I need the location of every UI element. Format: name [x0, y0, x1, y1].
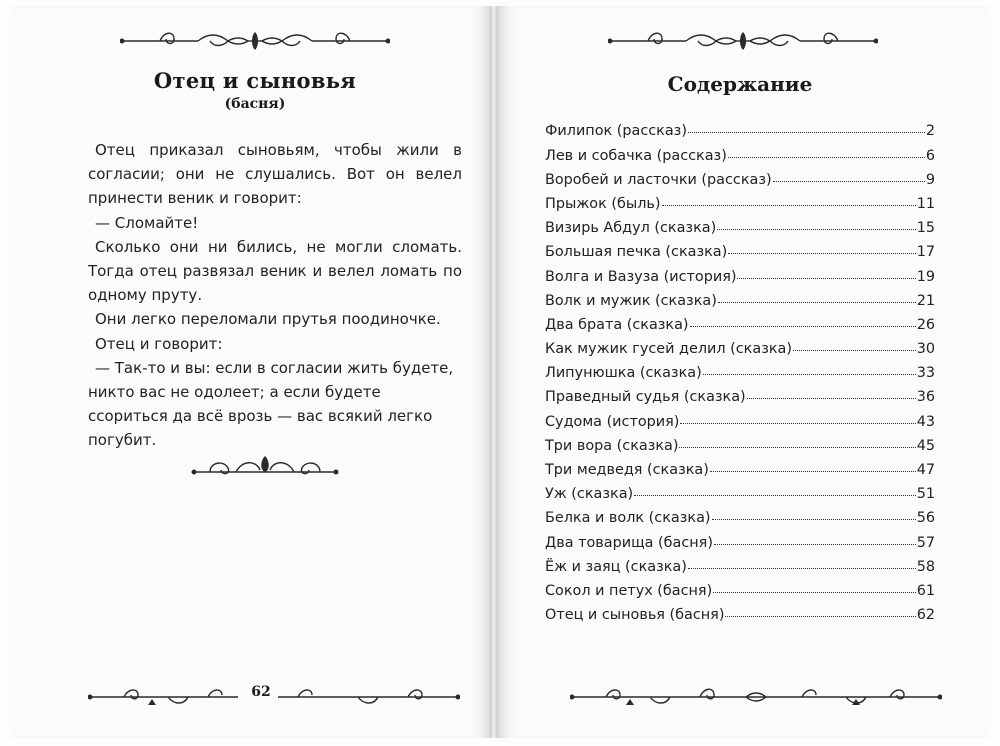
toc-entry-title: Ёж и заяц (сказка) [545, 558, 687, 575]
toc-dot-leader [713, 581, 915, 595]
bottom-ornament-right-page [570, 685, 942, 709]
toc-dot-leader [725, 605, 915, 619]
toc-entry-title: Три вора (сказка) [545, 437, 679, 454]
toc-dot-leader [728, 242, 915, 256]
toc-entry-title: Праведный судья (сказка) [545, 389, 746, 406]
toc-entry-title: Филипок (рассказ) [545, 123, 687, 140]
toc-dot-leader [728, 145, 925, 159]
toc-entry[interactable] [545, 460, 935, 484]
contents-title: Содержание [667, 72, 813, 96]
toc-entry-page: 36 [916, 389, 935, 406]
toc-entry-page: 17 [916, 244, 935, 261]
toc-entry[interactable] [545, 169, 935, 193]
toc-dot-leader [712, 508, 916, 522]
toc-entry-page: 2 [925, 123, 935, 140]
toc-entry-page: 56 [916, 510, 935, 527]
toc-dot-leader [793, 339, 916, 353]
toc-dot-leader [717, 218, 915, 232]
toc-dot-leader [634, 484, 916, 498]
toc-dot-leader [680, 411, 915, 425]
toc-entry[interactable] [545, 121, 935, 145]
toc-entry[interactable] [545, 242, 935, 266]
toc-entry[interactable] [545, 363, 935, 387]
toc-entry-title: Лев и собачка (рассказ) [545, 147, 727, 164]
toc-dot-leader [773, 169, 925, 183]
toc-entry[interactable] [545, 266, 935, 290]
toc-entry-title: Прыжок (быль) [545, 195, 661, 212]
toc-entry-page: 47 [916, 462, 935, 479]
toc-dot-leader [688, 121, 925, 135]
toc-entry-title: Два товарища (басня) [545, 534, 713, 551]
toc-entry-page: 62 [916, 607, 935, 624]
toc-entry[interactable] [545, 556, 935, 580]
toc-entry-page: 58 [916, 558, 935, 575]
toc-entry[interactable] [545, 339, 935, 363]
toc-entry[interactable] [545, 411, 935, 435]
toc-entry-page: 43 [916, 413, 935, 430]
toc-entry[interactable] [545, 435, 935, 459]
toc-entry[interactable] [545, 290, 935, 314]
toc-entry-title: Визирь Абдул (сказка) [545, 220, 717, 237]
book-gutter [490, 6, 498, 738]
toc-entry[interactable] [545, 145, 935, 169]
toc-entry-page: 26 [916, 316, 935, 333]
story-paragraph: Отец приказал сыновьям, чтобы жили в согласии; они не слушались. Вот он велел принести веник и говорит: [88, 141, 462, 208]
table-of-contents [545, 121, 935, 629]
toc-entry-title: Судома (история) [545, 413, 680, 430]
top-ornament-right-page [608, 28, 878, 52]
story-title: Отец и сыновья [153, 68, 357, 93]
toc-entry-title: Уж (сказка) [545, 486, 634, 503]
toc-entry-page: 61 [916, 582, 935, 599]
toc-entry-title: Большая печка (сказка) [545, 244, 728, 261]
top-ornament-left-page [120, 28, 390, 52]
story-subtitle: (басня) [224, 96, 286, 112]
toc-entry-title: Липунюшка (сказка) [545, 365, 702, 382]
toc-dot-leader [714, 532, 916, 546]
story-text [88, 138, 462, 453]
toc-dot-leader [662, 194, 916, 208]
story-paragraph: Сколько они ни бились, не могли сломать. Тогда отец развязал веник и велел ломать по одному пруту. [88, 237, 462, 305]
toc-dot-leader [690, 315, 916, 329]
toc-entry[interactable] [545, 508, 935, 532]
toc-dot-leader [710, 460, 916, 474]
toc-entry[interactable] [545, 532, 935, 556]
toc-dot-leader [718, 290, 916, 304]
toc-entry[interactable] [545, 387, 935, 411]
toc-dot-leader [737, 266, 915, 280]
story-end-flourish [190, 452, 340, 482]
toc-entry-title: Волга и Вазуза (история) [545, 268, 737, 285]
toc-entry-title: Сокол и петух (басня) [545, 582, 713, 599]
toc-dot-leader [688, 556, 916, 570]
toc-entry-title: Воробей и ласточки (рассказ) [545, 171, 772, 188]
toc-entry-page: 57 [916, 534, 935, 551]
toc-dot-leader [679, 435, 915, 449]
toc-entry-page: 33 [916, 365, 935, 382]
toc-entry-page: 19 [916, 268, 935, 285]
story-paragraph: — Так-то и вы: если в согласии жить будете, никто вас не одолеет; а если будете ссориться да всё врозь — вас всякий легко погубит. [88, 358, 454, 450]
story-paragraph: — Сломайте! [95, 213, 199, 232]
toc-entry-page: 30 [916, 341, 935, 358]
toc-entry-page: 45 [916, 437, 935, 454]
page-number: 62 [251, 684, 271, 700]
toc-entry-title: Белка и волк (сказка) [545, 510, 711, 527]
toc-entry-page: 9 [925, 171, 935, 188]
toc-dot-leader [703, 363, 916, 377]
toc-entry-title: Волк и мужик (сказка) [545, 292, 717, 309]
toc-entry[interactable] [545, 194, 935, 218]
toc-entry-title: Как мужик гусей делил (сказка) [545, 341, 792, 358]
toc-entry-page: 6 [925, 147, 935, 164]
toc-dot-leader [747, 387, 916, 401]
toc-entry[interactable] [545, 315, 935, 339]
toc-entry-page: 15 [916, 220, 935, 237]
story-paragraph: Они легко переломали прутья поодиночке. [95, 310, 441, 329]
toc-entry-page: 51 [916, 486, 935, 503]
toc-entry-page: 21 [916, 292, 935, 309]
toc-entry-title: Отец и сыновья (басня) [545, 607, 725, 624]
story-paragraph: Отец и говорит: [95, 334, 223, 353]
toc-entry-page: 11 [916, 195, 935, 212]
toc-entry[interactable] [545, 218, 935, 242]
toc-entry[interactable] [545, 605, 935, 629]
toc-entry[interactable] [545, 581, 935, 605]
toc-entry[interactable] [545, 484, 935, 508]
toc-entry-title: Два брата (сказка) [545, 316, 689, 333]
toc-entry-title: Три медведя (сказка) [545, 462, 709, 479]
